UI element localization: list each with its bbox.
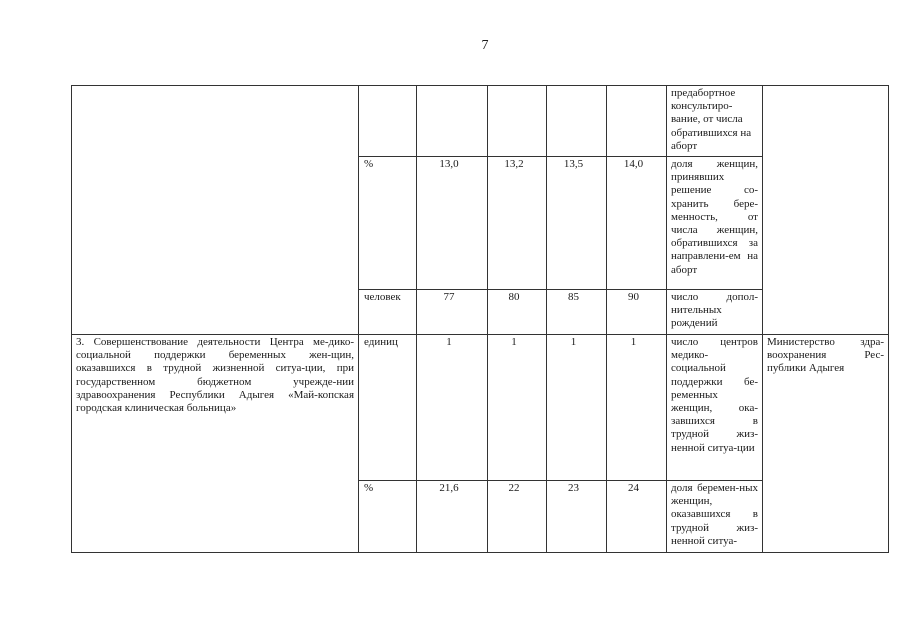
unit-cell: % [359,157,417,290]
value-cell: 80 [488,290,547,335]
unit-cell [359,86,417,157]
measure-cell [72,86,359,335]
measures-table [71,85,889,553]
value-cell [547,86,607,157]
value-cell [488,86,547,157]
value-cell: 77 [417,290,488,335]
value-cell: 85 [547,290,607,335]
responsible-cell [763,86,889,335]
table-row [72,86,889,157]
value-cell: 1 [607,335,667,481]
value-cell [417,86,488,157]
value-cell: 90 [607,290,667,335]
value-cell: 21,6 [417,481,488,553]
value-cell: 23 [547,481,607,553]
value-cell: 22 [488,481,547,553]
indicator-cell: число центров медико-социальной поддержки бе-ременных женщин, ока-завшихся в трудной жиз-ненной ситуа-ции [667,335,763,481]
unit-cell: единиц [359,335,417,481]
value-cell: 24 [607,481,667,553]
indicator-cell: доля беремен-ных женщин, оказавшихся в трудной жиз-ненной ситуа- [667,481,763,553]
indicator-cell: предабортное консультиро-вание, от числа обратившихся на аборт [667,86,763,157]
value-cell: 13,5 [547,157,607,290]
value-cell: 14,0 [607,157,667,290]
value-cell [607,86,667,157]
value-cell: 13,2 [488,157,547,290]
table-row [72,335,889,481]
page-number: 7 [481,38,489,53]
value-cell: 1 [488,335,547,481]
responsible-cell: Министерство здра-воохранения Рес-публики Адыгея [763,335,889,553]
indicator-cell: доля женщин, принявших решение со-хранить бере-менность, от числа женщин, обратившихся за направлени-ем на аборт [667,157,763,290]
unit-cell: человек [359,290,417,335]
value-cell: 13,0 [417,157,488,290]
unit-cell: % [359,481,417,553]
indicator-cell: число допол-нительных рождений [667,290,763,335]
value-cell: 1 [417,335,488,481]
value-cell: 1 [547,335,607,481]
measure-cell: 3. Совершенствование деятельности Центра ме-дико-социальной поддержки беременных жен-щин, оказавшихся в трудной жизненной ситуа-ции, при государственном бюджетном учрежде-нии здравоохранения Республики Адыгея «Май-копская городская клиническая больница» [72,335,359,553]
